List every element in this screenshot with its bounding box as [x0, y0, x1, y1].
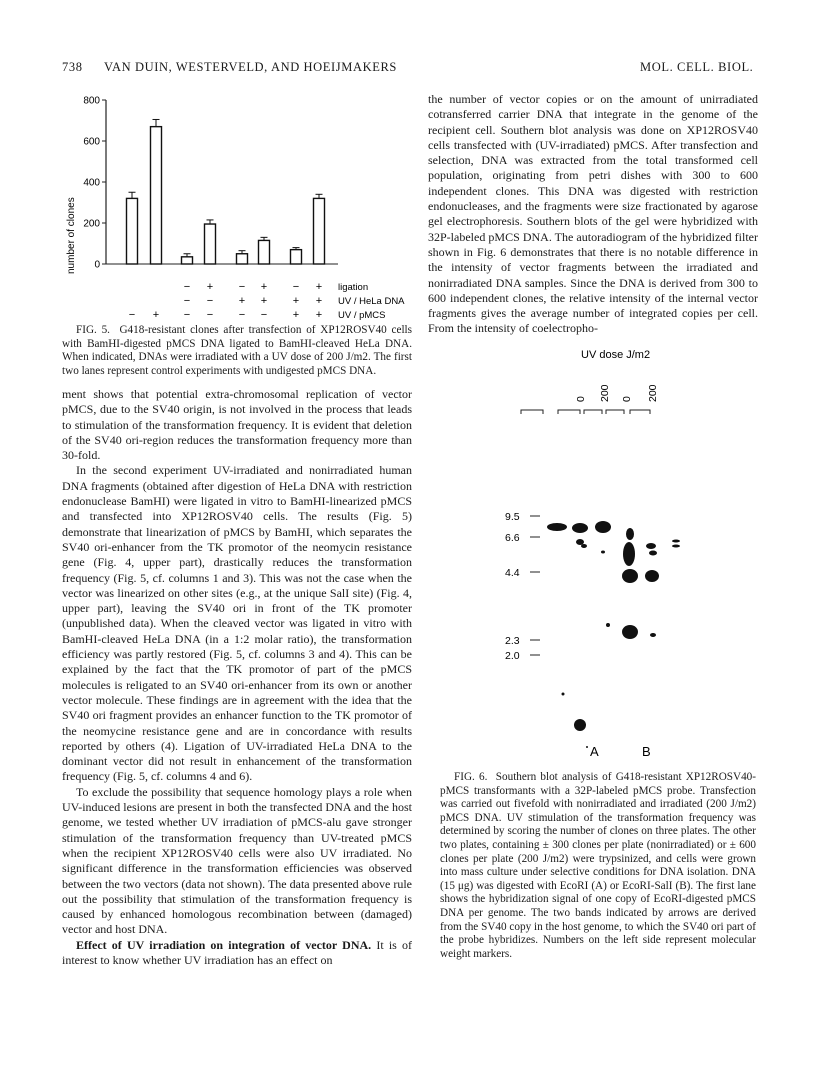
condition-symbol: + — [292, 309, 300, 321]
fig5-caption-label: FIG. 5. — [76, 324, 110, 336]
paragraph: the number of vector copies or on the amount of unirradiated cotransferred carrier DNA that integrate in the genome of the recipient cell. Southern blot analysis was done on XP12ROSV40 cells transfected with (UV-irradiated) pMCS. After transfection and selection, DNA was extracted from the total transformed cell population, originating from petri dishes with 300 to 600 independent clones. This DNA was digested with restriction endonucleases, and the fragments were size fractionated by agarose gel electrophoresis. Southern blots of the gel were hybridized with 32P-labeled pMCS DNA. The autoradiogram of the hybridized filter shown in Fig. 6 demonstrates that there is no notable difference in the intensity of vector fragments between the irradiated and nonirradiated DNA samples. Since the DNA is derived from 300 to 600 independent clones, the relative intensity of the internal vector fragments gives the average number of integrated copies per cell. From the intensity of coelectropho- — [428, 92, 758, 336]
right-column-text — [428, 92, 758, 337]
fig6-caption-label: FIG. 6. — [454, 771, 488, 783]
lane-dose-label: 0 — [575, 396, 587, 402]
condition-row-label: UV / pMCS — [338, 310, 386, 321]
condition-symbol: − — [183, 295, 191, 307]
blot-bands — [547, 521, 680, 748]
page-number: 738 — [62, 60, 83, 74]
condition-symbol: + — [315, 295, 323, 307]
fig6-caption — [440, 771, 756, 961]
mw-marker-label: 6.6 — [505, 532, 520, 544]
fig5-caption-text: G418-resistant clones after transfection of XP12ROSV40 cells with BamHI-digested pMCS DNA ligated to BamHI-cleaved HeLa DNA. When indicated, DNAs were irradiated with a UV dose of 200 J/m2. The first two lanes represent control experiments with undigested pMCS DNA. — [62, 324, 413, 377]
condition-symbol: + — [238, 295, 246, 307]
fig5-caption — [62, 324, 412, 378]
lane-dose-label: 200 — [599, 384, 611, 402]
uv-dose-label: UV dose J/m2 — [581, 349, 651, 361]
lane-bracket — [558, 410, 580, 414]
running-authors: VAN DUIN, WESTERVELD, AND HOEIJMAKERS — [104, 60, 397, 74]
bar — [182, 257, 193, 264]
bar — [291, 250, 302, 264]
y-tick-label: 600 — [83, 136, 100, 148]
condition-symbol: + — [260, 295, 268, 307]
lane-bracket — [584, 410, 602, 414]
condition-symbol: + — [315, 281, 323, 293]
fig6-southern-blot — [500, 340, 720, 770]
fig6-caption-text: Southern blot analysis of G418-resistant XP12ROSV40-pMCS transformants with a 32P-labeled pMCS probe. Transfection was carried out fivefold with nonirradiated and irradiated (200 J/m2) pMCS DNA. UV stimulation of the transformation frequency was determined by scoring the number of clones on three plates. The other two plates, containing ± 300 clones per plate (nonirradiated) or ± 600 clones per plate (200 J/m2) were trypsinized, and cells were grown into mass culture under selective conditions for DNA isolation. DNA (15 μg) was digested with EcoRI (A) or EcoRI-SalI (B). The first lane shows the hybridization signal of one copy of EcoRI-digested pMCS DNA per genome. The two bands indicated by arrows are derived from the SV40 copy in the host genome, to which the SV40 ori part of the probe hybridizes. Numbers on the left side represent molecular weight markers. — [440, 771, 756, 960]
mw-marker-label: 4.4 — [505, 567, 520, 579]
condition-symbol: − — [128, 309, 136, 321]
condition-symbol: + — [292, 295, 300, 307]
bar — [205, 224, 216, 264]
bar — [314, 198, 325, 264]
paragraph: ment shows that potential extra-chromosomal replication of vector pMCS, due to the SV40 origin, is not involved in the process that leads to stimulation of the transformation frequency. It is evident that deletion of the SV40 ori-region reduces the transformation frequency more than 30-fold. — [62, 387, 412, 463]
panel-label-a: A — [590, 744, 599, 759]
condition-symbol: − — [292, 281, 300, 293]
condition-symbol: + — [315, 309, 323, 321]
condition-symbol: − — [238, 281, 246, 293]
condition-symbol: + — [260, 281, 268, 293]
lane-bracket — [521, 410, 543, 414]
lane-bracket — [606, 410, 624, 414]
mw-marker-label: 2.3 — [505, 635, 520, 647]
bar — [127, 198, 138, 264]
condition-symbol: + — [206, 281, 214, 293]
chart-ylabel: number of clones — [66, 197, 77, 274]
condition-row-label: UV / HeLa DNA — [338, 296, 405, 307]
bar — [237, 254, 248, 264]
condition-symbol: − — [206, 309, 214, 321]
panel-label-b: B — [642, 744, 651, 759]
condition-symbol: + — [152, 309, 160, 321]
journal-name: MOL. CELL. BIOL. — [640, 60, 754, 74]
condition-symbol: − — [260, 309, 268, 321]
bar — [259, 240, 270, 264]
condition-symbol: − — [238, 309, 246, 321]
bar — [151, 127, 162, 264]
condition-symbol: − — [183, 281, 191, 293]
condition-symbol: − — [206, 295, 214, 307]
lane-bracket — [630, 410, 650, 414]
lane-dose-label: 0 — [621, 396, 633, 402]
condition-row-label: ligation — [338, 282, 369, 293]
y-tick-label: 400 — [83, 177, 100, 189]
y-tick-label: 0 — [94, 259, 100, 271]
y-tick-label: 200 — [83, 218, 100, 230]
paragraph: To exclude the possibility that sequence homology plays a role when UV-induced lesions are present in both the transfected DNA and the host genome, we tested whether UV irradiation of pMCS-alu gave stronger stimulation of the transformation frequency than UV-treated pMCS when the recipient XP12ROSV40 cells were also UV irradiated. No significant difference in the transformation efficiencies was observed between the two vectors (data not shown). The data presented above rule out the possibility that stimulation of the transformation frequency is caused by enhanced homologous recombination between (damaged) vector and host DNA. — [62, 784, 412, 937]
condition-symbol: − — [183, 309, 191, 321]
y-tick-label: 800 — [83, 95, 100, 107]
paragraph: In the second experiment UV-irradiated and nonirradiated human DNA fragments (obtained after digestion of HeLa DNA with restriction endonuclease BamHI) were ligated in vitro to BamHI-linearized pMCS and transfected into XP12ROSV40 cells. The results (Fig. 5) demonstrate that linearization of pMCS by BamHI, which separates the SV40 ori-enhancer from the TK promotor of the neomycin resistance gene (Fig. 4, upper part), drastically reduces the transformation frequency (Fig. 5, cf. columns 1 and 3). This was not the case when the vector was linearized on other sites (e.g., at the unique SalI site) (Fig. 4, upper part), leaving the SV40 ori in front of the TK promoter (unpublished data). When the cleaved vector was ligated in vitro with BamHI-cleaved HeLa DNA (in a 1:2 molar ratio), the transformation efficiency was partly restored (Fig. 5, cf. columns 3 and 4). This can be explained by the fact that the TK promotor of part of the pMCS molecules is religated to an SV40 ori-enhancer from its own or another vector molecule. These findings are in agreement with the idea that the SV40 ori fragment provides an enhancer function to the TK promotor of the neomycine resistance gene and are in concordance with results reported by others (4). Ligation of UV-irradiated HeLa DNA to the dominant vector did not result in enhancement of the transformation frequency (Fig. 5, cf. columns 4 and 6). — [62, 463, 412, 784]
section-text: It is of interest to know whether UV irradiation has an effect on — [62, 937, 413, 967]
section-heading: Effect of UV irradiation on integration of vector DNA. — [76, 937, 372, 952]
lane-dose-label: 200 — [647, 384, 659, 402]
left-column-text — [62, 387, 412, 968]
mw-marker-label: 2.0 — [505, 650, 520, 662]
fig5-bar-chart — [58, 88, 418, 324]
mw-marker-label: 9.5 — [505, 511, 520, 523]
